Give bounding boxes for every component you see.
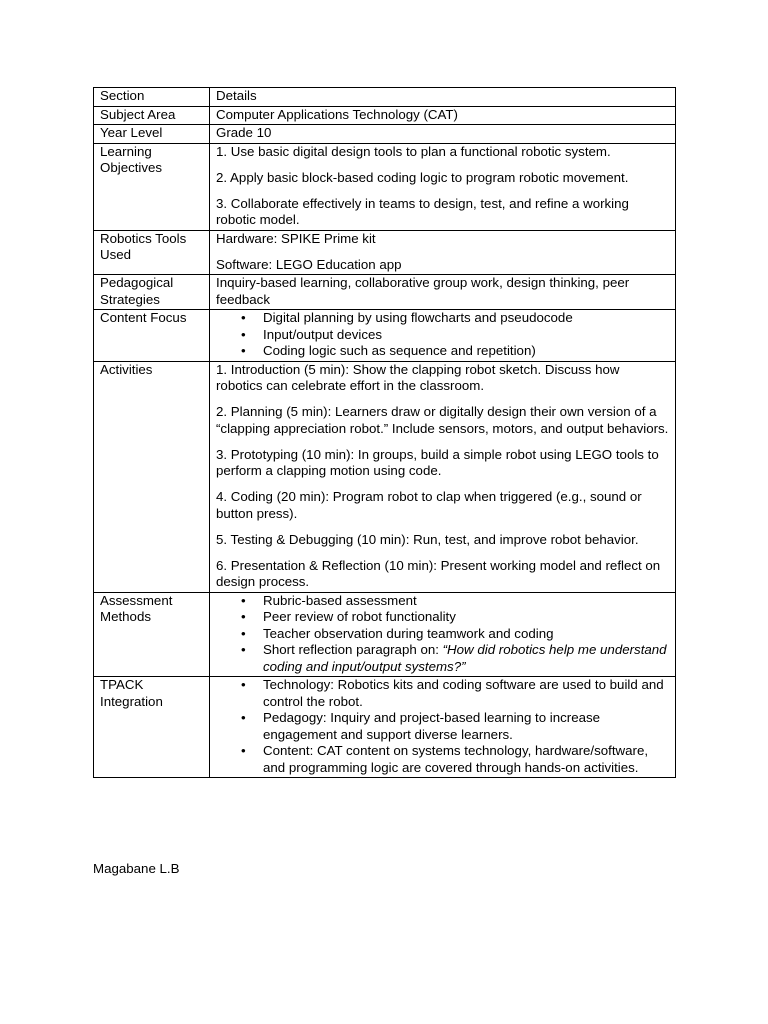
activities-label: Activities [94, 361, 210, 592]
assessment-list [216, 593, 669, 676]
table-row-learning-objectives [94, 143, 676, 230]
objective-item: 2. Apply basic block-based coding logic to program robotic movement. [216, 169, 629, 185]
activity-item: 5. Testing & Debugging (10 min): Run, test, and improve robot behavior. [216, 531, 639, 547]
reflection-prefix: Short reflection paragraph on: [263, 642, 443, 657]
list-item: • Peer review of robot functionality [263, 609, 669, 626]
assessment-methods-label: Assessment Methods [94, 592, 210, 677]
learning-objectives-value [210, 143, 676, 230]
list-item: • Technology: Robotics kits and coding software are used to build and control the robot. [263, 677, 669, 710]
robotics-tools-value [210, 230, 676, 275]
content-focus-value [210, 310, 676, 362]
hardware-text: Hardware: SPIKE Prime kit [216, 230, 376, 246]
activities-value [210, 361, 676, 592]
year-level-label: Year Level [94, 125, 210, 144]
list-item: • Coding logic such as sequence and repetition) [263, 343, 669, 360]
content-focus-list [216, 310, 669, 360]
software-text: Software: LEGO Education app [216, 256, 402, 272]
activity-item: 4. Coding (20 min): Program robot to clap when triggered (e.g., sound or button press). [216, 489, 642, 521]
header-section-cell: Section [94, 88, 210, 107]
table-row-robotics-tools [94, 230, 676, 275]
table-row-header [94, 88, 676, 107]
table-row-tpack-integration [94, 677, 676, 778]
subject-area-value: Computer Applications Technology (CAT) [210, 106, 676, 125]
activity-item: 6. Presentation & Reflection (10 min): Present working model and reflect on design process. [216, 557, 661, 589]
list-item: • Digital planning by using flowcharts and pseudocode [263, 310, 669, 327]
subject-area-label: Subject Area [94, 106, 210, 125]
list-item-reflection [263, 642, 669, 675]
pedagogical-strategies-label: Pedagogical Strategies [94, 275, 210, 310]
header-details-cell: Details [210, 88, 676, 107]
table-row-pedagogical-strategies [94, 275, 676, 310]
list-item: • Rubric-based assessment [263, 593, 669, 610]
list-item: • Teacher observation during teamwork and coding [263, 626, 669, 643]
tpack-integration-value [210, 677, 676, 778]
list-item: • Content: CAT content on systems technology, hardware/software, and programming logic are covered through hands-on activities. [263, 743, 669, 776]
objective-item: 3. Collaborate effectively in teams to design, test, and refine a working robotic model. [216, 195, 629, 227]
author-name: Magabane L.B [93, 861, 180, 876]
table-row-activities [94, 361, 676, 592]
pedagogical-strategies-value: Inquiry-based learning, collaborative group work, design thinking, peer feedback [210, 275, 676, 310]
activity-item: 2. Planning (5 min): Learners draw or digitally design their own version of a “clapping appreciation robot.” Include sensors, motors, and output behaviors. [216, 404, 669, 436]
assessment-methods-value [210, 592, 676, 677]
table-row-content-focus [94, 310, 676, 362]
list-item: • Input/output devices [263, 327, 669, 344]
list-item: • Pedagogy: Inquiry and project-based learning to increase engagement and support diverse learners. [263, 710, 669, 743]
table-row-assessment-methods [94, 592, 676, 677]
tpack-list [216, 677, 669, 776]
reflection-question: “How did robotics help me understand coding and input/output systems?” [263, 642, 667, 674]
tpack-integration-label: TPACK Integration [94, 677, 210, 778]
learning-objectives-label: Learning Objectives [94, 143, 210, 230]
content-focus-label: Content Focus [94, 310, 210, 362]
objective-item: 1. Use basic digital design tools to plan a functional robotic system. [216, 143, 611, 159]
table-row-subject-area [94, 106, 676, 125]
lesson-plan-table [93, 87, 676, 778]
year-level-value: Grade 10 [210, 125, 676, 144]
table-row-year-level [94, 125, 676, 144]
activity-item: 1. Introduction (5 min): Show the clapping robot sketch. Discuss how robotics can celebrate effort in the classroom. [216, 361, 620, 393]
robotics-tools-label: Robotics Tools Used [94, 230, 210, 275]
activity-item: 3. Prototyping (10 min): In groups, build a simple robot using LEGO tools to perform a clapping motion using code. [216, 446, 659, 478]
